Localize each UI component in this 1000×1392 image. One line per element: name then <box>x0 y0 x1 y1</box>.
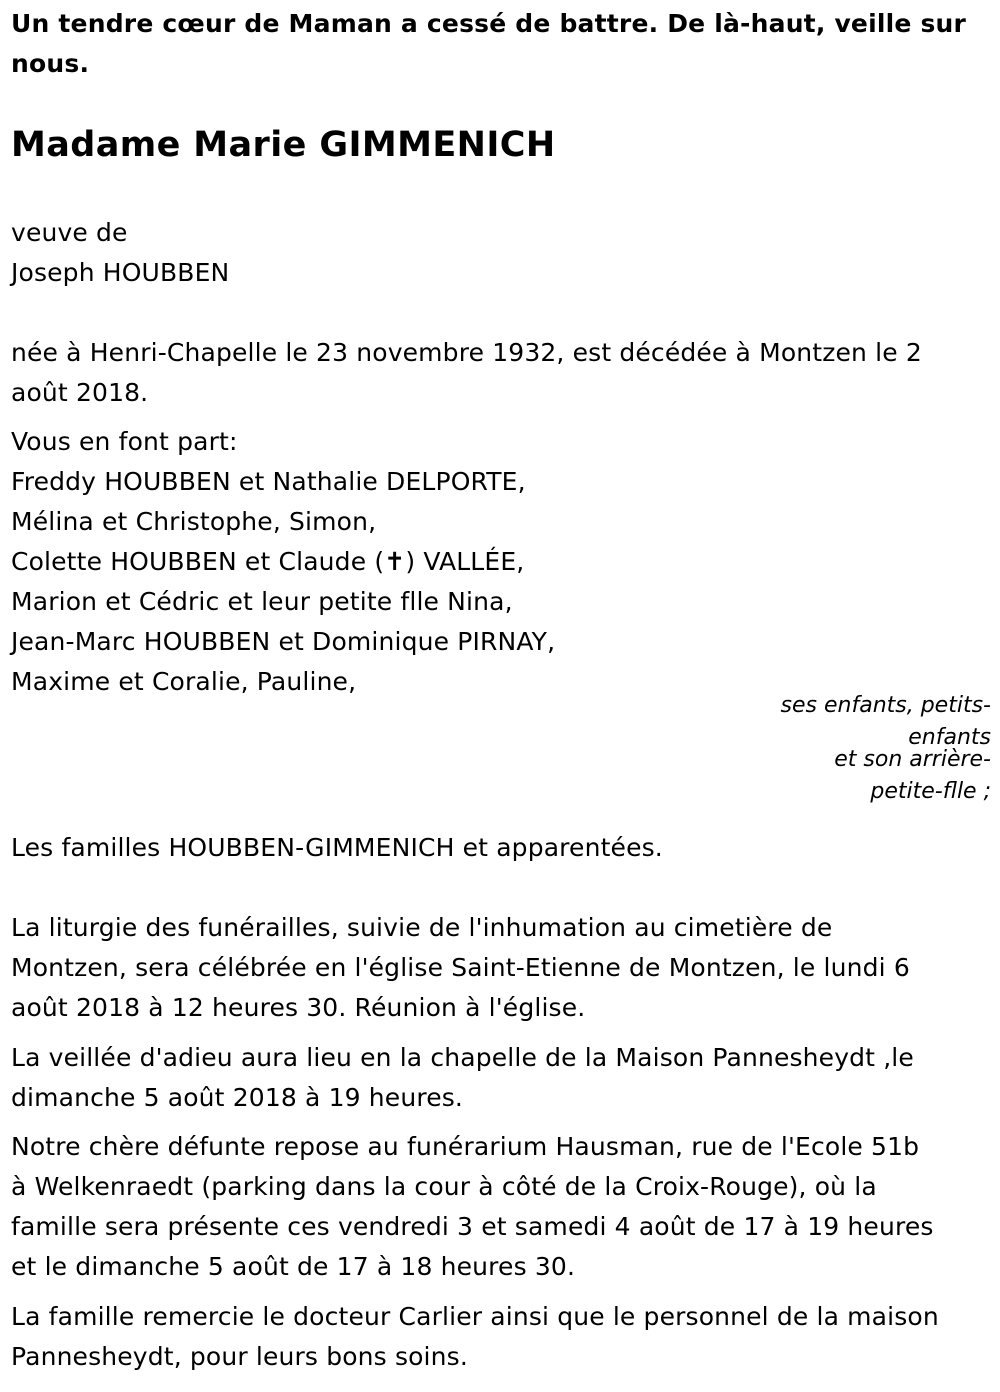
text-line: Montzen, sera célébrée en l'église Saint-Etienne de Montzen, le lundi 6 <box>11 953 910 982</box>
text-line: famille sera présente ces vendredi 3 et samedi 4 août de 17 à 19 heures <box>11 1212 934 1241</box>
liturgy-paragraph <box>11 908 991 1028</box>
text-line: La liturgie des funérailles, suivie de l'inhumation au cimetière de <box>11 913 833 942</box>
announcer-line: Mélina et Christophe, Simon, <box>11 507 377 536</box>
vigil-paragraph <box>11 1038 991 1118</box>
text-line: août 2018. <box>11 378 149 407</box>
deceased-name: Madame Marie GIMMENICH <box>11 125 556 165</box>
text-line: dimanche 5 août 2018 à 19 heures. <box>11 1083 464 1112</box>
spouse-name: Joseph HOUBBEN <box>11 258 230 287</box>
widow-block <box>11 213 991 293</box>
announcers-intro: Vous en font part: <box>11 427 238 456</box>
headline: Un tendre cœur de Maman a cessé de battre. De là-haut, veille sur nous. <box>11 9 967 78</box>
announcers-list <box>11 422 991 702</box>
relation-line: ses enfants, petits- <box>780 693 991 718</box>
announcer-line: Jean-Marc HOUBBEN et Dominique PIRNAY, <box>11 627 556 656</box>
birth-death-paragraph <box>11 333 991 413</box>
text-line: à Welkenraedt (parking dans la cour à côté de la Croix-Rouge), où la <box>11 1172 877 1201</box>
relation-signature <box>731 686 991 812</box>
relation-line: et son arrière- <box>834 747 991 772</box>
relation-line: enfants <box>908 725 991 750</box>
repose-paragraph <box>11 1127 991 1287</box>
thanks-paragraph <box>11 1297 991 1377</box>
text-line: née à Henri-Chapelle le 23 novembre 1932, est décédée à Montzen le 2 <box>11 338 922 367</box>
text-line: La famille remercie le docteur Carlier ainsi que le personnel de la maison <box>11 1302 939 1331</box>
text-line: La veillée d'adieu aura lieu en la chapelle de la Maison Pannesheydt ,le <box>11 1043 914 1072</box>
announcer-line: Marion et Cédric et leur petite flle Nina, <box>11 587 513 616</box>
families-line: Les familles HOUBBEN-GIMMENICH et apparentées. <box>11 833 663 862</box>
announcer-line: Maxime et Coralie, Pauline, <box>11 667 357 696</box>
relation-line: petite-flle ; <box>870 779 991 804</box>
text-line: août 2018 à 12 heures 30. Réunion à l'église. <box>11 993 586 1022</box>
text-line: et le dimanche 5 août de 17 à 18 heures 30. <box>11 1252 576 1281</box>
announcer-line: Freddy HOUBBEN et Nathalie DELPORTE, <box>11 467 526 496</box>
announcer-line: Colette HOUBBEN et Claude (✝) VALLÉE, <box>11 547 525 576</box>
text-line: Notre chère défunte repose au funérarium Hausman, rue de l'Ecole 51b <box>11 1132 920 1161</box>
text-line: Pannesheydt, pour leurs bons soins. <box>11 1342 468 1371</box>
widow-label: veuve de <box>11 218 128 247</box>
